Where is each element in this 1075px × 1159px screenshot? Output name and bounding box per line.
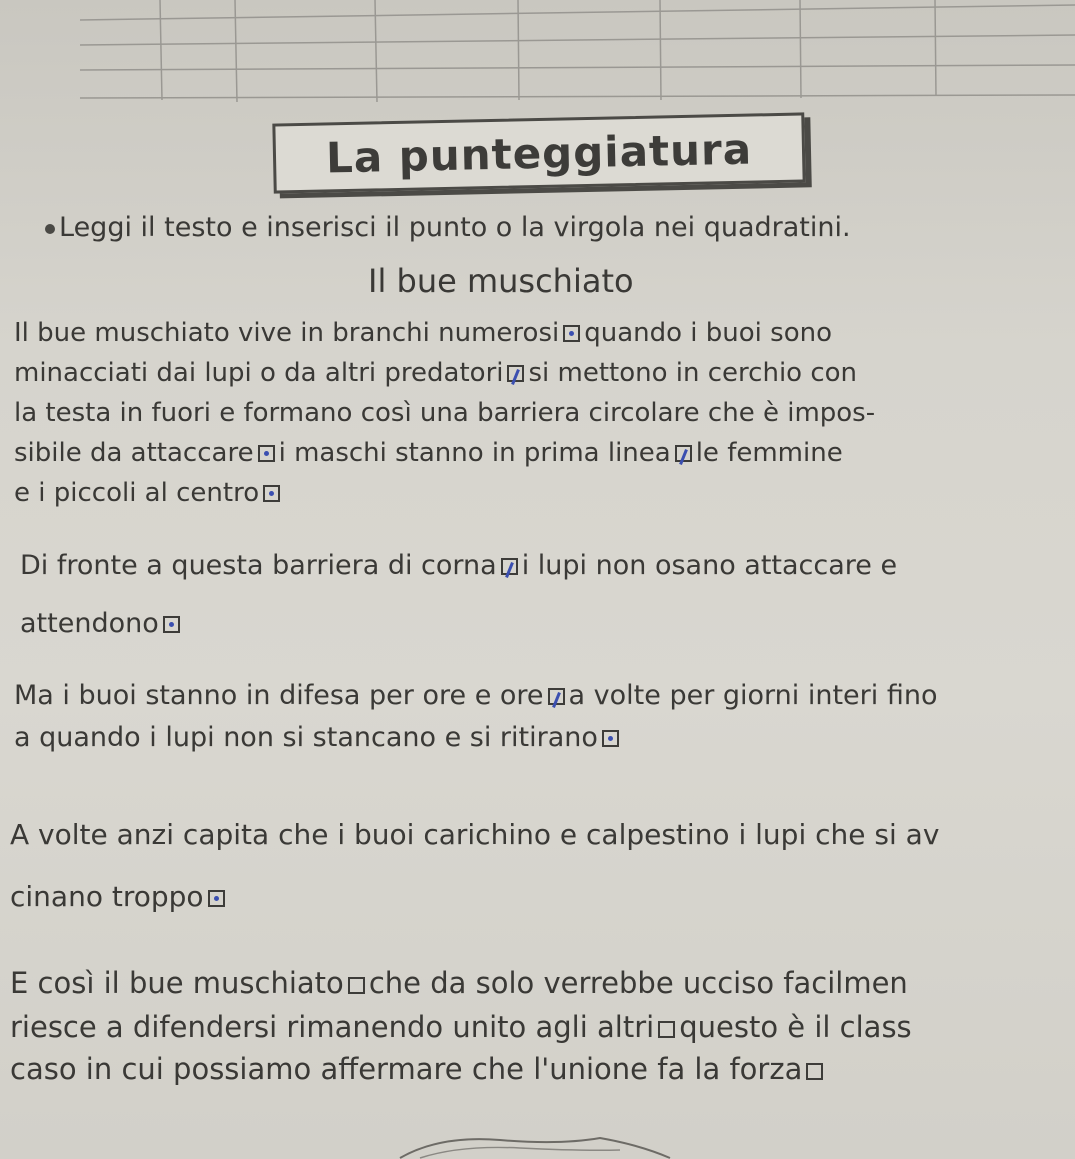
text-line [10,1010,912,1044]
instruction-text: Leggi il testo e inserisci il punto o la virgola nei quadratini. [59,212,851,243]
answer-box[interactable] [675,445,692,462]
line-text: attendono [20,608,159,639]
text-line [20,550,897,581]
answer-box[interactable] [208,890,225,907]
answer-box[interactable] [563,325,580,342]
text-line [14,398,875,428]
line-text: questo è il class [679,1010,912,1044]
line-text: cinano troppo [10,880,204,913]
line-text: A volte anzi capita che i buoi carichino e calpestino i lupi che si av [10,818,940,851]
doodle [380,1130,680,1159]
title-box [272,112,805,193]
line-text: Ma i buoi stanno in difesa per ore e ore [14,680,544,711]
answer-box[interactable] [501,558,518,575]
line-text: a volte per giorni interi fino [568,680,938,711]
line-text: quando i buoi sono [584,318,832,348]
line-text: i lupi non osano attaccare e [521,550,898,581]
text-line [14,438,843,468]
text-line [10,966,908,1000]
answer-box[interactable] [348,977,365,994]
answer-box[interactable] [548,688,565,705]
bullet-icon [45,224,55,234]
text-line [14,318,832,348]
text-line [14,722,623,753]
story-title: Il bue muschiato [368,262,634,300]
line-text: caso in cui possiamo affermare che l'unione fa la forza [10,1052,803,1086]
page-title: La punteggiatura [325,124,753,182]
line-text: la testa in fuori e formano così una barriera circolare che è impos- [14,398,876,428]
line-text: e i piccoli al centro [14,478,260,508]
text-line [14,680,938,711]
line-text: riesce a difendersi rimanendo unito agli altri [10,1010,655,1044]
notebook-grid [0,0,1075,110]
answer-box[interactable] [507,365,524,382]
answer-box[interactable] [163,616,180,633]
text-line [14,478,284,508]
line-text: i maschi stanno in prima linea [278,438,671,468]
line-text: le femmine [695,438,843,468]
text-line [10,818,939,851]
line-text: a quando i lupi non si stancano e si ritirano [14,722,598,753]
line-text: Di fronte a questa barriera di corna [20,550,497,581]
instruction [45,212,851,243]
line-text: si mettono in cerchio con [528,358,858,388]
line-text: Il bue muschiato vive in branchi numerosi [14,318,560,348]
text-line [10,1052,827,1086]
text-line [10,880,229,913]
text-line [14,358,857,388]
line-text: sibile da attaccare [14,438,254,468]
answer-box[interactable] [263,485,280,502]
line-text: E così il bue muschiato [10,966,344,1000]
answer-box[interactable] [258,445,275,462]
line-text: minacciati dai lupi o da altri predatori [14,358,504,388]
line-text: che da solo verrebbe ucciso facilmen [368,966,908,1000]
text-line [20,608,184,639]
answer-box[interactable] [602,730,619,747]
answer-box[interactable] [658,1021,675,1038]
answer-box[interactable] [806,1063,823,1080]
